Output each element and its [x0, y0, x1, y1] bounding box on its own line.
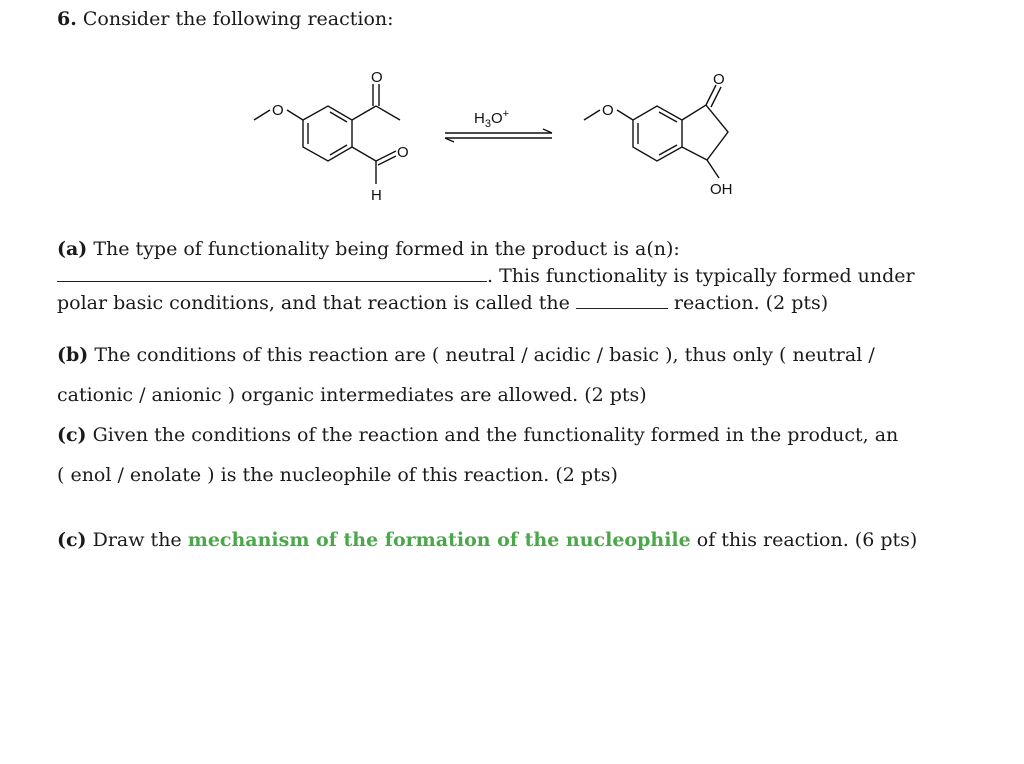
question-prompt: Consider the following reaction: — [82, 8, 394, 30]
part-b-line1: (b) The conditions of this reaction are ( neutral / acidic / basic ), thus only ( neutral / — [57, 344, 875, 366]
part-a-line3: polar basic conditions, and that reaction is called the reaction. (2 pts) — [57, 292, 829, 314]
part-a-line1: (a) The type of functionality being formed in the product is a(n): — [57, 238, 680, 260]
product-ketone-o: O — [713, 71, 725, 88]
functionality-blank[interactable] — [57, 265, 487, 282]
question-number: 6. — [57, 8, 77, 30]
part-c2-line: (c) Draw the mechanism of the formation of the nucleophile of this reaction. (6 pts) — [57, 529, 918, 551]
reactant-ketone-o: O — [371, 69, 383, 86]
reaction-name-blank[interactable] — [576, 292, 668, 309]
part-a-label: (a) — [57, 238, 88, 260]
product-methoxy-o: O — [602, 102, 614, 119]
highlighted-phrase: mechanism of the formation of the nucleophile — [187, 529, 691, 551]
product-hydroxyl: OH — [710, 181, 733, 198]
reagent-label: $H_3O^+$ — [474, 108, 510, 130]
part-a-line2: . This functionality is typically formed under — [57, 263, 915, 290]
part-b-line2: cationic / anionic ) organic intermediates are allowed. (2 pts) — [57, 384, 647, 406]
reaction-scheme — [240, 60, 760, 210]
part-c1-line1: (c) Given the conditions of the reaction and the functionality formed in the product, an — [57, 424, 899, 446]
part-c1-line2: ( enol / enolate ) is the nucleophile of this reaction. (2 pts) — [57, 464, 618, 486]
part-c2-label: (c) — [57, 529, 87, 551]
reactant-aldehyde-h: H — [371, 187, 382, 204]
part-c1-label: (c) — [57, 424, 87, 446]
part-b-label: (b) — [57, 344, 89, 366]
reactant-aldehyde-o: O — [397, 144, 409, 161]
reactant-methoxy-o: O — [272, 102, 284, 119]
question-title — [57, 8, 394, 30]
